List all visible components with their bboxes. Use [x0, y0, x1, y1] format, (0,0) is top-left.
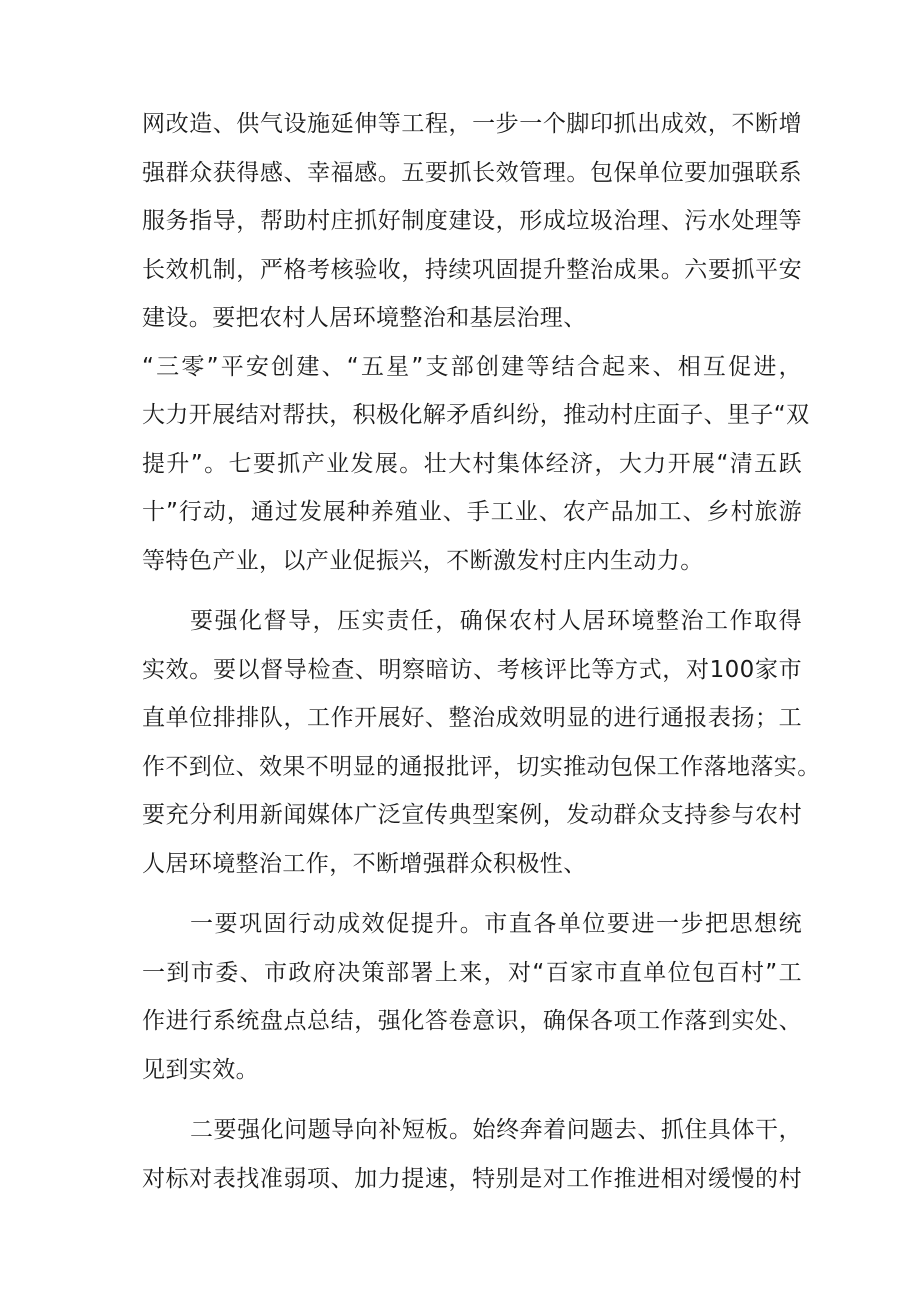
paragraph-gap: [142, 1094, 802, 1106]
text-line: 长效机制，严格考核验收，持续巩固提升整治成果。六要抓平安: [142, 256, 802, 283]
text-line: 一要巩固行动成效促提升。市直各单位要进一步把思想统: [190, 911, 802, 937]
text-line: 要强化督导，压实责任，确保农村人居环境整治工作取得: [190, 608, 802, 634]
text-line: 二要强化问题导向补短板。始终奔着问题去、抓住具体干，: [190, 1117, 802, 1143]
text-line: 作不到位、效果不明显的通报批评，切实推动包保工作落地落实。: [142, 753, 821, 780]
text-line: 提升”。七要抓产业发展。壮大村集体经济，大力开展“清五跃: [142, 450, 802, 477]
text-line: 作进行系统盘点总结，强化答卷意识，确保各项工作落到实处、: [142, 1008, 802, 1034]
text-line: 一到市委、市政府决策部署上来，对“百家市直单位包百村”工: [142, 959, 802, 986]
text-line: 建设。要把农村人居环境整治和基层治理、: [142, 305, 587, 331]
text-line: 直单位排排队，工作开展好、整治成效明显的进行通报表扬；工: [142, 705, 802, 731]
text-line: 强群众获得感、幸福感。五要抓长效管理。包保单位要加强联系: [142, 159, 802, 186]
text-line: 见到实效。: [142, 1056, 259, 1083]
text-line: 要充分利用新闻媒体广泛宣传典型案例，发动群众支持参与农村: [142, 802, 802, 828]
text-line: 网改造、供气设施延伸等工程，一步一个脚印抓出成效，不断增: [142, 111, 802, 137]
text-line: 服务指导，帮助村庄抓好制度建设，形成垃圾治理、污水处理等: [142, 208, 802, 234]
text-line: “三零”平安创建、“五星”支部创建等结合起来、相互促进，: [142, 353, 802, 380]
text-line: 大力开展结对帮扶，积极化解矛盾纠纷，推动村庄面子、里子“双: [142, 402, 810, 428]
text-line: 人居环境整治工作，不断增强群众积极性、: [142, 850, 587, 877]
text-line: 对标对表找准弱项、加力提速，特别是对工作推进相对缓慢的村: [142, 1165, 802, 1192]
document-body: [142, 100, 821, 1203]
text-line: 实效。要以督导检查、明察暗访、考核评比等方式，对100家市: [142, 656, 802, 683]
text-line: 十”行动，通过发展种养殖业、手工业、农产品加工、乡村旅游: [142, 499, 802, 525]
paragraph-gap: [142, 888, 802, 900]
paragraph-gap: [142, 585, 802, 597]
text-line: 等特色产业，以产业促振兴，不断激发村庄内生动力。: [142, 547, 704, 574]
